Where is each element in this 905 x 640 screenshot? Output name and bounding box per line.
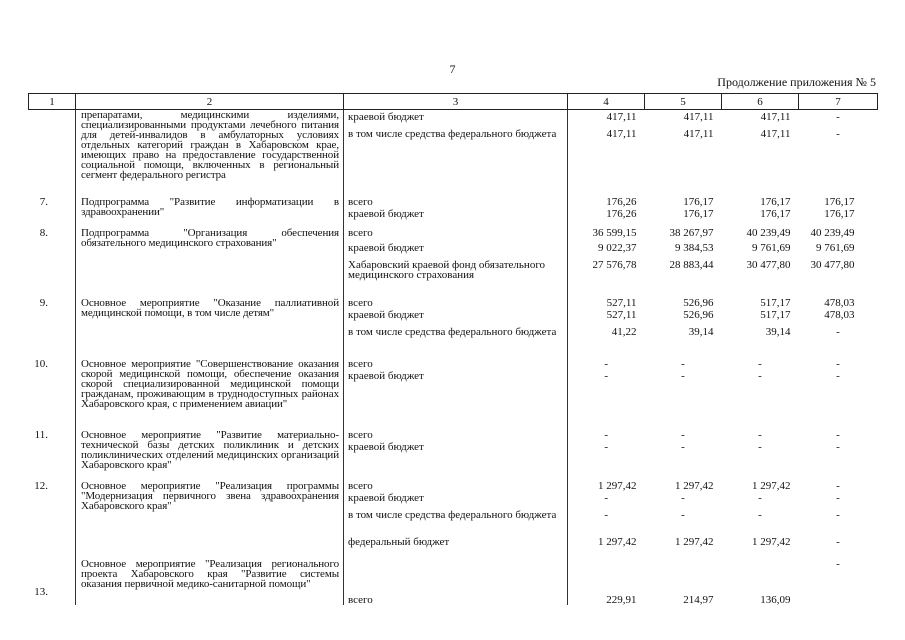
value-text: 36 599,15 bbox=[592, 226, 637, 239]
value-v7 bbox=[799, 110, 878, 127]
measure-name: Основное мероприятие "Оказание паллиативной медицинской помощи, в том числе детям" bbox=[76, 288, 344, 351]
value-v7 bbox=[799, 325, 878, 351]
table-row bbox=[29, 473, 878, 491]
value-text: - bbox=[836, 111, 840, 123]
value-v5 bbox=[645, 473, 722, 491]
value-text: 517,17 bbox=[760, 296, 791, 309]
value-v5 bbox=[645, 351, 722, 369]
value-text: 417,11 bbox=[760, 111, 791, 123]
value-v4 bbox=[568, 325, 645, 351]
value-v6 bbox=[722, 127, 799, 187]
value-text: 527,11 bbox=[606, 296, 637, 309]
value-text: 478,03 bbox=[824, 308, 855, 321]
value-text: 136,09 bbox=[760, 593, 791, 606]
value-v6 bbox=[722, 422, 799, 440]
column-header: 4 bbox=[568, 94, 645, 110]
funding-source: краевой бюджет bbox=[344, 110, 568, 127]
value-text: - bbox=[681, 491, 685, 504]
value-text: 417,11 bbox=[606, 127, 637, 140]
funding-source: всего bbox=[344, 473, 568, 491]
table-row bbox=[29, 187, 878, 207]
value-v7 bbox=[799, 473, 878, 491]
value-text: - bbox=[681, 428, 685, 441]
value-text: 417,11 bbox=[760, 127, 791, 140]
value-text: - bbox=[604, 357, 609, 370]
value-v7 bbox=[799, 535, 878, 557]
value-v7 bbox=[799, 241, 878, 258]
value-v6 bbox=[722, 207, 799, 224]
value-v7 bbox=[799, 422, 878, 440]
value-v4 bbox=[568, 557, 645, 605]
value-text: 9 022,37 bbox=[598, 241, 637, 254]
funding-source: в том числе средства федерального бюджета bbox=[344, 127, 568, 187]
value-text: - bbox=[604, 491, 609, 504]
value-v4 bbox=[568, 308, 645, 325]
value-v7 bbox=[799, 308, 878, 325]
value-v4 bbox=[568, 491, 645, 508]
column-header: 5 bbox=[645, 94, 722, 110]
value-text: 30 477,80 bbox=[810, 258, 855, 271]
value-v7 bbox=[799, 187, 878, 207]
value-v6 bbox=[722, 224, 799, 241]
funding-source: краевой бюджет bbox=[344, 369, 568, 422]
funding-source: краевой бюджет bbox=[344, 207, 568, 224]
value-v5 bbox=[645, 241, 722, 258]
value-v6 bbox=[722, 557, 799, 605]
funding-source: всего bbox=[344, 351, 568, 369]
value-text: 40 239,49 bbox=[810, 226, 855, 239]
column-header: 6 bbox=[722, 94, 799, 110]
value-v5 bbox=[645, 369, 722, 422]
funding-source: всего bbox=[344, 422, 568, 440]
value-text: - bbox=[836, 479, 840, 492]
value-v5 bbox=[645, 224, 722, 241]
value-text: 9 384,53 bbox=[675, 241, 714, 254]
value-v6 bbox=[722, 369, 799, 422]
value-text: 176,17 bbox=[824, 195, 855, 208]
value-text: 30 477,80 bbox=[746, 258, 791, 271]
value-v5 bbox=[645, 325, 722, 351]
value-text: - bbox=[604, 440, 609, 453]
value-text: 1 297,42 bbox=[675, 535, 714, 548]
measure-name: Основное мероприятие "Развитие материально-технической базы детских поликлиник и детских поликлинических отделений медицинских организаций Хабаровского края" bbox=[76, 422, 344, 473]
funding-source: всего bbox=[344, 557, 568, 605]
value-text: - bbox=[836, 325, 840, 338]
value-text: - bbox=[758, 440, 762, 453]
value-v5 bbox=[645, 308, 722, 325]
measure-name: Основное мероприятие "Совершенствование оказания скорой медицинской помощи, обеспечение оказания скорой специализированной медицинской помощи гражданам, проживающим в труднодоступных районах Хабаровского края, с применением авиации" bbox=[76, 351, 344, 422]
value-v7 bbox=[799, 127, 878, 187]
value-text: 176,17 bbox=[683, 207, 714, 220]
value-text: - bbox=[681, 440, 685, 453]
value-text: 517,17 bbox=[760, 308, 791, 321]
value-v7 bbox=[799, 207, 878, 224]
value-text: 229,91 bbox=[606, 593, 637, 606]
row-number: 10. bbox=[34, 357, 48, 370]
measure-name: Подпрограмма "Организация обеспечения обязательного медицинского страхования" bbox=[76, 224, 344, 288]
funding-source: краевой бюджет bbox=[344, 241, 568, 258]
value-v6 bbox=[722, 187, 799, 207]
value-text: - bbox=[836, 428, 840, 441]
funding-source: в том числе средства федерального бюджета bbox=[344, 325, 568, 351]
value-text: 176,17 bbox=[760, 195, 791, 208]
value-text: 176,17 bbox=[683, 195, 714, 208]
value-text: 527,11 bbox=[606, 308, 637, 321]
value-v4 bbox=[568, 110, 645, 127]
measure-name: Подпрограмма "Развитие информатизации в здравоохранении" bbox=[76, 187, 344, 224]
value-text: 27 576,78 bbox=[592, 258, 637, 271]
value-v4 bbox=[568, 224, 645, 241]
value-v4 bbox=[568, 369, 645, 422]
value-v6 bbox=[722, 288, 799, 308]
measure-name: Основное мероприятие "Реализация программы "Модернизация первичного звена здравоохранения Хабаровского края" bbox=[76, 473, 344, 557]
funding-source: Хабаровский краевой фонд обязательного медицинского страхования bbox=[344, 258, 568, 288]
value-v4 bbox=[568, 187, 645, 207]
table-row bbox=[29, 288, 878, 308]
funding-source: краевой бюджет bbox=[344, 440, 568, 473]
value-v6 bbox=[722, 351, 799, 369]
value-text: 526,96 bbox=[683, 308, 714, 321]
funding-source: федеральный бюджет bbox=[344, 535, 568, 557]
value-v5 bbox=[645, 258, 722, 288]
table-row bbox=[29, 224, 878, 241]
value-v4 bbox=[568, 288, 645, 308]
value-text: - bbox=[758, 428, 762, 441]
table-row bbox=[29, 351, 878, 369]
value-v5 bbox=[645, 110, 722, 127]
value-text: 38 267,97 bbox=[669, 226, 714, 239]
row-number: 12. bbox=[34, 479, 48, 492]
value-text: 1 297,42 bbox=[598, 535, 637, 548]
value-text: - bbox=[604, 508, 609, 521]
value-text: 417,11 bbox=[683, 127, 714, 140]
row-number: 11. bbox=[34, 428, 48, 441]
value-text: 478,03 bbox=[824, 296, 855, 309]
value-text: 214,97 bbox=[683, 593, 714, 606]
value-v5 bbox=[645, 440, 722, 473]
funding-source: всего bbox=[344, 224, 568, 241]
value-text: - bbox=[836, 557, 840, 570]
value-v6 bbox=[722, 241, 799, 258]
value-v7 bbox=[799, 288, 878, 308]
value-text: - bbox=[681, 369, 685, 382]
value-v5 bbox=[645, 535, 722, 557]
table-row bbox=[29, 110, 878, 127]
value-v6 bbox=[722, 491, 799, 508]
funding-source: всего bbox=[344, 288, 568, 308]
value-v6 bbox=[722, 440, 799, 473]
value-v6 bbox=[722, 473, 799, 491]
value-v4 bbox=[568, 207, 645, 224]
budget-table bbox=[28, 93, 877, 605]
measure-name: Основное мероприятие "Реализация регионального проекта Хабаровского края "Развитие системы оказания первичной медико-санитарной помощи" bbox=[76, 557, 344, 605]
value-v4 bbox=[568, 258, 645, 288]
value-text: - bbox=[758, 491, 762, 504]
value-text: 1 297,42 bbox=[752, 535, 791, 548]
value-text: 1 297,42 bbox=[598, 479, 637, 492]
row-number: 7. bbox=[39, 195, 48, 208]
value-text: 176,26 bbox=[606, 195, 637, 208]
value-v4 bbox=[568, 127, 645, 187]
value-text: 1 297,42 bbox=[752, 479, 791, 492]
value-v6 bbox=[722, 308, 799, 325]
value-v6 bbox=[722, 535, 799, 557]
column-header: 2 bbox=[76, 94, 344, 110]
table-header-row bbox=[29, 94, 878, 110]
value-v4 bbox=[568, 422, 645, 440]
value-v7 bbox=[799, 224, 878, 241]
value-text: - bbox=[836, 357, 840, 370]
table-row bbox=[29, 557, 878, 605]
value-text: 526,96 bbox=[683, 296, 714, 309]
row-number: 9. bbox=[39, 296, 48, 309]
value-text: 39,14 bbox=[765, 325, 791, 338]
value-v6 bbox=[722, 325, 799, 351]
value-v6 bbox=[722, 258, 799, 288]
value-v4 bbox=[568, 508, 645, 535]
value-text: - bbox=[604, 428, 609, 441]
row-number bbox=[29, 110, 76, 187]
value-v6 bbox=[722, 110, 799, 127]
column-header: 7 bbox=[799, 94, 878, 110]
value-text: 9 761,69 bbox=[752, 241, 791, 254]
value-text: 39,14 bbox=[688, 325, 714, 338]
value-text: - bbox=[681, 508, 685, 521]
value-v5 bbox=[645, 288, 722, 308]
value-text: 1 297,42 bbox=[675, 479, 714, 492]
value-text: 40 239,49 bbox=[746, 226, 791, 239]
value-v6 bbox=[722, 508, 799, 535]
value-text: - bbox=[836, 440, 840, 453]
value-text: - bbox=[836, 491, 840, 504]
value-v7 bbox=[799, 369, 878, 422]
value-text: - bbox=[681, 357, 685, 370]
value-v5 bbox=[645, 422, 722, 440]
funding-source: краевой бюджет bbox=[344, 308, 568, 325]
value-v7 bbox=[799, 440, 878, 473]
row-number: 8. bbox=[39, 226, 48, 239]
value-text: 28 883,44 bbox=[669, 258, 714, 271]
measure-name: препаратами, медицинскими изделиями, специализированными продуктами лечебного питания для детей-инвалидов в амбулаторных условиях отдельных категорий граждан в Хабаровском крае, имеющих право на предоставление государственной социальной помощи, включенных в региональный сегмент федерального регистра bbox=[76, 110, 344, 187]
value-text: - bbox=[836, 127, 840, 140]
value-text: - bbox=[836, 369, 840, 382]
value-text: 41,22 bbox=[611, 325, 637, 338]
value-v4 bbox=[568, 351, 645, 369]
value-text: 176,17 bbox=[824, 207, 855, 220]
value-v4 bbox=[568, 535, 645, 557]
value-v7 bbox=[799, 491, 878, 508]
value-v7 bbox=[799, 351, 878, 369]
value-v5 bbox=[645, 187, 722, 207]
value-text: 176,26 bbox=[606, 207, 637, 220]
value-text: 417,11 bbox=[606, 111, 637, 123]
value-v4 bbox=[568, 440, 645, 473]
value-text: - bbox=[836, 535, 840, 548]
value-v4 bbox=[568, 473, 645, 491]
page-number: 7 bbox=[449, 62, 456, 76]
column-header: 1 bbox=[29, 94, 76, 110]
funding-source: в том числе средства федерального бюджета bbox=[344, 508, 568, 535]
value-text: 417,11 bbox=[683, 111, 714, 123]
value-text: - bbox=[758, 508, 762, 521]
value-text: - bbox=[758, 357, 762, 370]
value-text: 176,17 bbox=[760, 207, 791, 220]
value-text: - bbox=[758, 369, 762, 382]
row-number: 13. bbox=[34, 585, 48, 598]
value-v5 bbox=[645, 491, 722, 508]
value-v7 bbox=[799, 258, 878, 288]
value-v5 bbox=[645, 127, 722, 187]
value-v7 bbox=[799, 557, 878, 605]
appendix-continuation-note: Продолжение приложения № 5 bbox=[717, 75, 876, 89]
column-header: 3 bbox=[344, 94, 568, 110]
value-v5 bbox=[645, 508, 722, 535]
value-v4 bbox=[568, 241, 645, 258]
value-v5 bbox=[645, 207, 722, 224]
value-v5 bbox=[645, 557, 722, 605]
value-text: 9 761,69 bbox=[816, 241, 855, 254]
value-text: - bbox=[604, 369, 609, 382]
funding-source: всего bbox=[344, 187, 568, 207]
value-v7 bbox=[799, 508, 878, 535]
funding-source: краевой бюджет bbox=[344, 491, 568, 508]
table-row bbox=[29, 422, 878, 440]
value-text: - bbox=[836, 508, 840, 521]
